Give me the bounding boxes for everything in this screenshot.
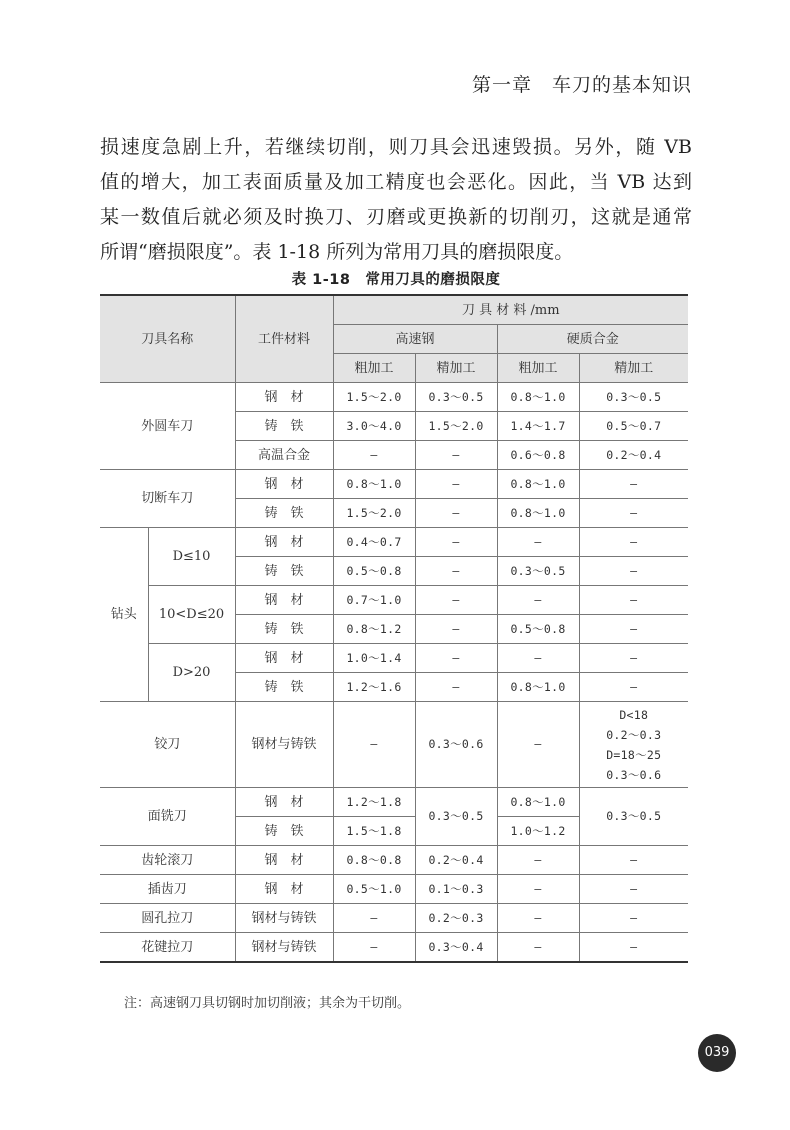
material-cell: 钢 材 — [235, 846, 333, 875]
value-cell: 0.1～0.3 — [415, 875, 497, 904]
header-tool-name: 刀具名称 — [100, 295, 235, 383]
tool-name-cell: 切断车刀 — [100, 470, 235, 528]
value-cell: 0.8～1.0 — [497, 673, 579, 702]
value-cell: 0.8～1.0 — [333, 470, 415, 499]
value-cell: — — [497, 702, 579, 788]
tool-name-cell: 面铣刀 — [100, 788, 235, 846]
value-line: 0.2～0.3 — [606, 727, 662, 742]
material-cell: 钢 材 — [235, 383, 333, 412]
value-cell: — — [579, 673, 688, 702]
value-cell: — — [579, 846, 688, 875]
value-cell: 0.3～0.6 — [415, 702, 497, 788]
value-cell: — — [497, 933, 579, 963]
value-cell: 1.0～1.4 — [333, 644, 415, 673]
table-row — [100, 702, 688, 788]
value-cell: 1.5～2.0 — [333, 383, 415, 412]
table-note: 注：高速钢刀具切钢时加切削液；其余为干切削。 — [124, 996, 411, 1011]
value-cell: — — [579, 470, 688, 499]
value-cell: — — [579, 904, 688, 933]
value-cell: 0.5～0.8 — [497, 615, 579, 644]
value-cell: 0.2～0.4 — [579, 441, 688, 470]
table-row — [100, 933, 688, 963]
value-cell: — — [415, 615, 497, 644]
value-cell: 0.8～1.0 — [497, 470, 579, 499]
table-row — [100, 904, 688, 933]
value-cell: 0.3～0.5 — [415, 383, 497, 412]
wear-limit-table — [100, 294, 688, 963]
body-line: 某一数值后就必须及时换刀、刃磨或更换新的切削刃，这就是通常 — [100, 206, 692, 228]
header-finish: 精加工 — [415, 354, 497, 383]
value-cell: 1.0～1.2 — [497, 817, 579, 846]
value-cell: 0.3～0.4 — [415, 933, 497, 963]
table-row — [100, 470, 688, 499]
chapter-header: 第一章 车刀的基本知识 — [471, 74, 692, 96]
page-number-badge: 039 — [698, 1034, 736, 1072]
size-range-cell: D≤10 — [148, 528, 235, 586]
value-cell: 1.2～1.6 — [333, 673, 415, 702]
header-rough: 粗加工 — [333, 354, 415, 383]
material-cell: 钢 材 — [235, 788, 333, 817]
header-carbide: 硬质合金 — [497, 325, 688, 354]
value-cell: — — [415, 470, 497, 499]
table-caption: 表 1-18 常用刀具的磨损限度 — [291, 272, 501, 288]
table-row — [100, 875, 688, 904]
value-cell: — — [415, 499, 497, 528]
body-line: 值的增大，加工表面质量及加工精度也会恶化。因此，当 VB 达到 — [100, 171, 692, 193]
value-cell: 0.3～0.5 — [579, 788, 688, 846]
header-hss: 高速钢 — [333, 325, 497, 354]
value-cell: 1.5～1.8 — [333, 817, 415, 846]
tool-name-cell: 外圆车刀 — [100, 383, 235, 470]
material-cell: 钢 材 — [235, 470, 333, 499]
tool-name-cell: 钻头 — [100, 528, 148, 702]
value-cell: 0.8～0.8 — [333, 846, 415, 875]
value-cell: 0.5～1.0 — [333, 875, 415, 904]
table-row — [100, 586, 688, 615]
material-cell: 铸 铁 — [235, 673, 333, 702]
material-cell: 钢 材 — [235, 644, 333, 673]
material-cell: 铸 铁 — [235, 412, 333, 441]
value-cell: — — [579, 557, 688, 586]
body-line: 所谓“磨损限度”。表 1-18 所列为常用刀具的磨损限度。 — [100, 241, 574, 263]
tool-name-cell: 圆孔拉刀 — [100, 904, 235, 933]
material-cell: 钢材与铸铁 — [235, 702, 333, 788]
value-cell: — — [579, 644, 688, 673]
tool-name-cell: 齿轮滚刀 — [100, 846, 235, 875]
value-cell: 0.8～1.0 — [497, 383, 579, 412]
value-cell: — — [579, 933, 688, 963]
material-cell: 高温合金 — [235, 441, 333, 470]
value-cell: — — [333, 904, 415, 933]
value-cell: 0.8～1.0 — [497, 499, 579, 528]
value-cell: — — [497, 846, 579, 875]
value-cell: 0.4～0.7 — [333, 528, 415, 557]
value-cell: — — [415, 673, 497, 702]
header-tool-material: 刀 具 材 料 /mm — [333, 295, 688, 325]
tool-name-cell: 铰刀 — [100, 702, 235, 788]
value-cell: — — [579, 875, 688, 904]
value-cell: — — [579, 499, 688, 528]
value-cell — [579, 702, 688, 788]
value-line: D<18 — [619, 707, 649, 722]
value-cell: 0.3～0.5 — [415, 788, 497, 846]
value-cell: — — [579, 586, 688, 615]
value-cell: — — [415, 528, 497, 557]
value-cell: — — [579, 615, 688, 644]
tool-name-cell: 插齿刀 — [100, 875, 235, 904]
value-cell: 1.2～1.8 — [333, 788, 415, 817]
value-cell: 0.5～0.7 — [579, 412, 688, 441]
material-cell: 钢材与铸铁 — [235, 933, 333, 963]
material-cell: 铸 铁 — [235, 817, 333, 846]
value-cell: — — [415, 586, 497, 615]
table-row — [100, 644, 688, 673]
material-cell: 钢 材 — [235, 875, 333, 904]
value-cell: 1.5～2.0 — [333, 499, 415, 528]
value-cell: 1.5～2.0 — [415, 412, 497, 441]
value-cell: 0.7～1.0 — [333, 586, 415, 615]
value-cell: — — [497, 644, 579, 673]
value-line: D=18～25 — [606, 747, 662, 762]
material-cell: 钢材与铸铁 — [235, 904, 333, 933]
value-cell: — — [497, 528, 579, 557]
header-finish: 精加工 — [579, 354, 688, 383]
body-paragraph — [100, 130, 692, 270]
value-cell: — — [415, 644, 497, 673]
table-row — [100, 528, 688, 557]
table-row — [100, 383, 688, 412]
value-cell: 0.2～0.3 — [415, 904, 497, 933]
material-cell: 铸 铁 — [235, 615, 333, 644]
value-cell: 0.6～0.8 — [497, 441, 579, 470]
size-range-cell: 10<D≤20 — [148, 586, 235, 644]
value-cell: — — [333, 702, 415, 788]
value-line: 0.3～0.6 — [606, 767, 662, 782]
value-cell: 0.8～1.0 — [497, 788, 579, 817]
value-cell: — — [497, 904, 579, 933]
table-row — [100, 788, 688, 817]
tool-name-cell: 花键拉刀 — [100, 933, 235, 963]
value-cell: 0.5～0.8 — [333, 557, 415, 586]
material-cell: 钢 材 — [235, 586, 333, 615]
header-workpiece: 工件材料 — [235, 295, 333, 383]
value-cell: 1.4～1.7 — [497, 412, 579, 441]
material-cell: 铸 铁 — [235, 499, 333, 528]
value-cell: — — [497, 875, 579, 904]
value-cell: 0.2～0.4 — [415, 846, 497, 875]
material-cell: 钢 材 — [235, 528, 333, 557]
value-cell: — — [415, 557, 497, 586]
value-cell: — — [333, 441, 415, 470]
body-line: 损速度急剧上升，若继续切削，则刀具会迅速毁损。另外，随 VB — [100, 136, 692, 158]
value-cell: — — [333, 933, 415, 963]
value-cell: — — [579, 528, 688, 557]
material-cell: 铸 铁 — [235, 557, 333, 586]
table-row — [100, 846, 688, 875]
value-cell: 0.3～0.5 — [497, 557, 579, 586]
header-rough: 粗加工 — [497, 354, 579, 383]
value-cell: 0.3～0.5 — [579, 383, 688, 412]
value-cell: — — [415, 441, 497, 470]
size-range-cell: D>20 — [148, 644, 235, 702]
value-cell: 0.8～1.2 — [333, 615, 415, 644]
value-cell: 3.0～4.0 — [333, 412, 415, 441]
value-cell: — — [497, 586, 579, 615]
